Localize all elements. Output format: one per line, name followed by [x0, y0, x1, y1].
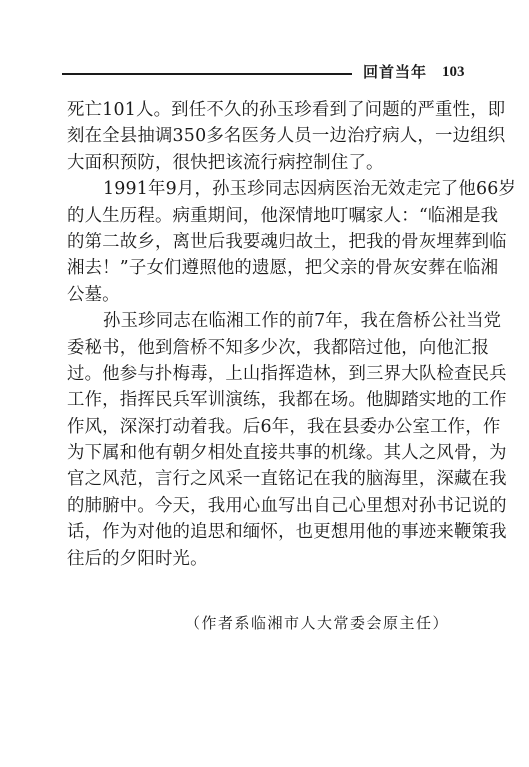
text-line: 孙玉珍同志在临湘工作的前7年，我在詹桥公社当党: [103, 311, 502, 332]
text-line: 湘去！”子女们遵照他的遗愿，把父亲的骨灰安葬在临湘: [67, 258, 499, 279]
paragraph: [67, 97, 506, 176]
text-line: 刻在全县抽调350多名医务人员一边治疗病人，一边组织: [67, 126, 506, 147]
text-line: 死亡101人。到任不久的孙玉珍看到了问题的严重性，即: [67, 100, 506, 120]
text-line: 大面积预防，很快把该流行病控制住了。: [67, 152, 384, 173]
header-title: 回首当年: [363, 63, 428, 81]
text-line: 委秘书，他到詹桥不知多少次，我都陪过他，向他汇报: [67, 337, 490, 358]
text-line: 官之风范，言行之风采一直铭记在我的脑海里，深藏在我: [67, 469, 507, 490]
text-line: 过。他参与扑梅毒，上山指挥造林，到三界大队检查民兵: [67, 363, 507, 384]
paragraph: [67, 308, 507, 572]
text-line: 1991年9月，孙玉珍同志因病医治无效走完了他66岁: [103, 179, 517, 200]
header-rule: [62, 73, 352, 75]
text-line: 话，作为对他的追思和缅怀，也更想用他的事迹来鞭策我: [67, 522, 507, 543]
author-note: （作者系临湘市人大常委会原主任）: [185, 614, 450, 632]
body-text: [67, 97, 517, 572]
text-line: 的肺腑中。今天，我用心血写出自己心里想对孙书记说的: [67, 495, 507, 516]
text-line: 的人生历程。病重期间，他深情地叮嘱家人：“临湘是我: [67, 205, 499, 226]
paragraph: [67, 176, 517, 308]
text-line: 公墓。: [67, 284, 120, 305]
text-line: 为下属和他有朝夕相处直接共事的机缘。其人之风骨，为: [67, 443, 507, 464]
text-line: 的第二故乡，离世后我要魂归故土，把我的骨灰埋葬到临: [67, 231, 507, 252]
page-number: 103: [442, 64, 465, 80]
text-line: 往后的夕阳时光。: [67, 548, 208, 569]
running-header: [62, 62, 476, 82]
text-line: 工作，指挥民兵军训演练，我都在场。他脚踏实地的工作: [67, 390, 507, 411]
text-line: 作风，深深打动着我。后6年，我在县委办公室工作，作: [67, 416, 501, 437]
